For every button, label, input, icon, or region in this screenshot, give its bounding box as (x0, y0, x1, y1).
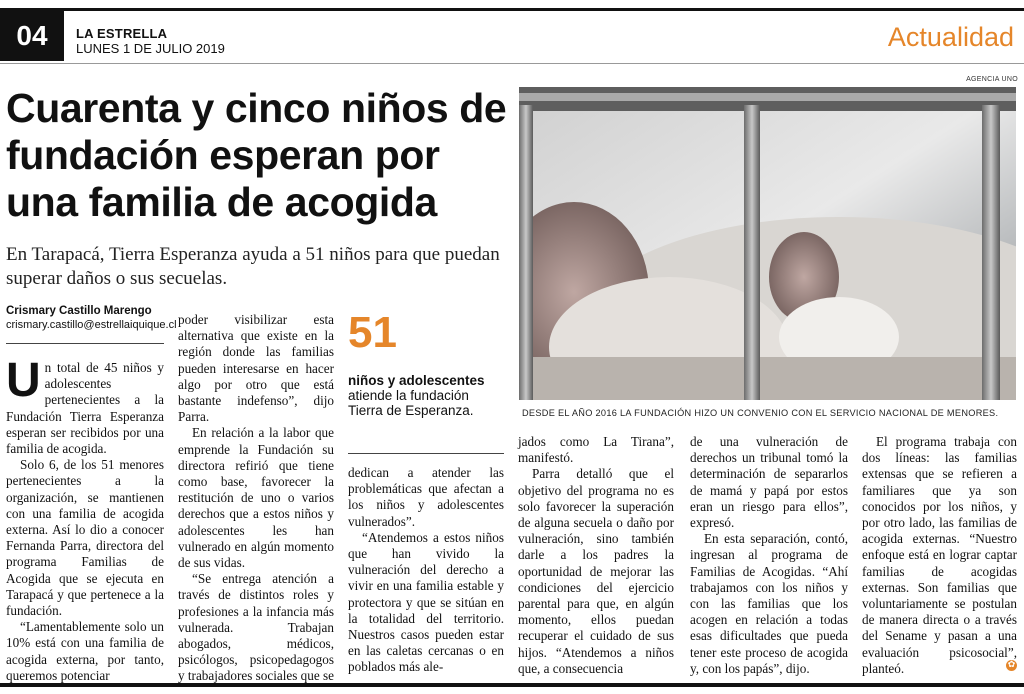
column-divider (348, 453, 504, 454)
paragraph: n total de 45 niños y adolescentes pertenecientes a la Fundación Tierra Esperanza esperan ser recibidos por una familia de acogida. (6, 360, 164, 457)
paragraph: En esta separación, contó, ingresan al programa de Familias de Acogidas. “Ahí trabajamos con los niños y con las familias que los acogen en relación a todas esas dificultades que pueda tener este proceso de acogida y, con los papás”, dijo. (690, 531, 848, 676)
article-column-2 (178, 312, 334, 685)
stat-number: 51 (348, 308, 397, 357)
paragraph: dedican a atender las problemáticas que afectan a los niños y adolescentes vulnerados”. (348, 465, 504, 529)
subheadline: En Tarapacá, Tierra Esperanza ayuda a 51 niños para que puedan superar daños o sus secuelas. (6, 244, 500, 289)
headline: Cuarenta y cinco niños de fundación esperan por una familia de acogida (6, 85, 507, 225)
stat-label: atiende la fundación Tierra de Esperanza. (348, 388, 474, 418)
stat-label-bold: niños y adolescentes (348, 373, 485, 388)
paragraph: jados como La Tirana”, manifestó. (518, 434, 674, 466)
bottom-rule (0, 683, 1024, 687)
article-column-5 (690, 434, 848, 677)
paragraph: poder visibilizar esta alternativa que existe en la región donde las familias pueden interesarse en hacer algo por otro que está bastante indefenso”, dijo Parra. (178, 312, 334, 425)
top-rule (0, 8, 1024, 11)
section-title: Actualidad (887, 22, 1014, 52)
paragraph: “Se entrega atención a través de distintos roles y profesiones a la infancia más vulnerada. Trabajan abogados, médicos, psicólogos, psicopedagogos y trabajadores sociales que se (178, 571, 334, 684)
paragraph: “Atendemos a estos niños que han vivido la vulneración del derecho a vivir en una familia estable y protectora y que se sitúan en la totalidad del territorio. Nuestros casos pueden estar en las caletas cercanas o en poblados más ale- (348, 529, 504, 675)
article-photo (519, 87, 1016, 400)
article-column-3 (348, 465, 504, 676)
publication-date: LUNES 1 DE JULIO 2019 (76, 41, 225, 56)
column-divider (6, 343, 164, 344)
page-number: 04 (0, 11, 64, 61)
paragraph: En relación a la labor que emprende la Fundación su directora refirió que tiene como base, favorecer la restitución de uno o varios derechos que a estos niños y adolescentes les han vulnerado en algún momento de sus vidas. (178, 425, 334, 571)
end-of-article-icon: ✿ (1007, 660, 1016, 670)
paragraph: El programa trabaja con dos líneas: las familias extensas que se refieren a familiares que ya son conocidos por los niños, y por otro lado, las familias de acogida externas. “Nuestro enfoque está en lograr captar familias de acogidas externas. Son familias que voluntariamente se postulan de manera directa o a través del Sename y pasan a una evaluación psicosocial”, planteó. (862, 434, 1017, 676)
drop-cap: U (6, 354, 41, 407)
article-column-4 (518, 434, 674, 677)
photo-caption: DESDE EL AÑO 2016 LA FUNDACIÓN HIZO UN CONVENIO CON EL SERVICIO NACIONAL DE MENORES. (522, 408, 999, 418)
paragraph: Solo 6, de los 51 menores pertenecientes a la organización, se mantienen con una familia de acogida externa. Así lo dio a conocer Fernanda Parra, directora del programa Familias de Acogida que se ejecuta en Tarapacá y que pertenece a la fundación. (6, 457, 164, 619)
article-column-1 (6, 354, 164, 684)
paragraph: de una vulneración de derechos un tribunal tomó la determinación de separarlos de mamá y papá por estos eran un riesgo para ellos”, expresó. (690, 434, 848, 531)
photo-credit: AGENCIA UNO (966, 76, 1018, 83)
author-name: Crismary Castillo Marengo (6, 305, 152, 317)
publication-name: LA ESTRELLA (76, 26, 168, 41)
baby-crib-photo (519, 87, 1016, 400)
author-email: crismary.castillo@estrellaiquique.cl (6, 319, 177, 331)
header-divider (0, 63, 1024, 64)
paragraph: Parra detalló que el objetivo del programa no es solo favorecer la superación de alguna secuela o daño por vulneración, sino también darle a los padres la oportunidad de mejorar las condiciones del ejercicio parental para que, en algún momento, ellos puedan recuperar el cuidado de sus hijos. “Atendemos a niños que, a consecuencia (518, 466, 674, 676)
article-column-6 (862, 434, 1017, 677)
paragraph: “Lamentablemente solo un 10% está con una familia de acogida externa, por tanto, queremos potenciar (6, 619, 164, 683)
